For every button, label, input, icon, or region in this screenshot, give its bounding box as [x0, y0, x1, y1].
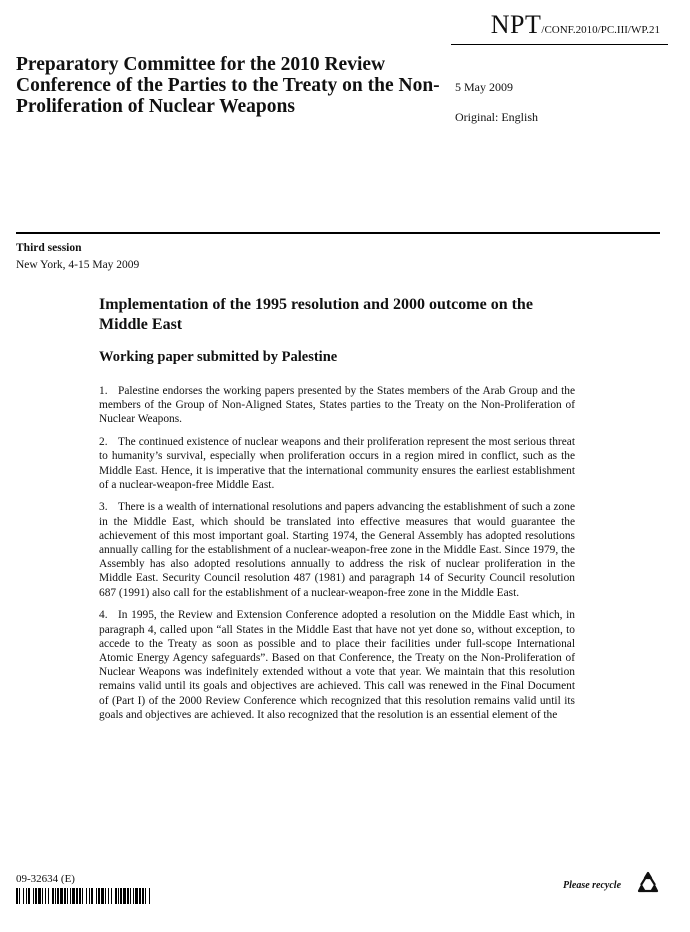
paragraph-text: Palestine endorses the working papers presented by the States members of the Arab Group and the members of the Group of Non-Aligned States, States parties to the Treaty on the Non-Proliferation of Nuclear Weapons. — [99, 385, 575, 426]
symbol-main: NPT — [490, 10, 542, 39]
paragraph-text: In 1995, the Review and Extension Conference adopted a resolution on the Middle East which, in paragraph 4, called upon “all States in the Middle East that have not yet done so, without exception, to accede to the Treaty as soon as possible and to place their facilities under full-scope International Atomic Energy Agency safeguards”. Based on that Conference, the Treaty on the Non-Proliferation of Nuclear Weapons was indefinitely extended without a vote that year. We maintain that this resolution remains valid until its goals and objectives are achieved. This call was renewed in the Final Document of (Part I) of the 2000 Review Conference which recognized that this resolution remains valid until its goals and objectives are achieved. It also recognized that the resolution is an essential element of the — [99, 609, 575, 721]
recycle-label: Please recycle — [563, 880, 622, 891]
barcode-icon — [16, 888, 150, 904]
document-subtitle: Working paper submitted by Palestine — [99, 349, 338, 365]
recycle-icon — [636, 871, 660, 895]
document-date: 5 May 2009 — [455, 80, 513, 94]
paragraph-number: 3. — [99, 501, 108, 514]
symbol-rest: /CONF.2010/PC.III/WP.21 — [541, 24, 660, 36]
paragraph-number: 2. — [99, 436, 108, 449]
document-symbol — [491, 10, 660, 40]
paragraph — [99, 384, 575, 427]
paragraph-text: The continued existence of nuclear weapons and their proliferation represent the most serious threat to humanity’s survival, especially when proliferation occurs in a region mired in conflict, such as the Middle East. Hence, it is imperative that the international community ensures the earliest establishment of a nuclear-weapon-free Middle East. — [99, 436, 575, 491]
paragraph-text: There is a wealth of international resolutions and papers advancing the establishment of such a zone in the Middle East, which should be translated into effective measures that would guarantee the achievement of this most important goal. Starting 1974, the General Assembly has adopted resolutions annually calling for the establishment of a nuclear-weapon-free zone in the Middle East. Since 1979, the Assembly has also adopted resolutions annually to address the risk of nuclear proliferation in the Middle East. Security Council resolution 487 (1981) and paragraph 14 of Security Council resolution 687 (1991) also call for the establishment of a nuclear-weapon-free zone in the Middle East. — [99, 501, 575, 599]
paragraph-number: 4. — [99, 609, 108, 622]
paragraph — [99, 500, 575, 599]
paragraph — [99, 435, 575, 492]
paragraph — [99, 608, 575, 722]
session-place: New York, 4-15 May 2009 — [16, 259, 140, 271]
original-language: Original: English — [455, 110, 538, 124]
header-rule-bottom — [16, 232, 660, 234]
session-name: Third session — [16, 242, 82, 254]
job-number: 09-32634 (E) — [16, 873, 75, 885]
document-title: Implementation of the 1995 resolution and 2000 outcome on the Middle East — [99, 296, 533, 333]
committee-title: Preparatory Committee for the 2010 Review Conference of the Parties to the Treaty on the Non-Proliferation of Nuclear Weapons — [16, 54, 440, 117]
header-rule-top — [451, 44, 668, 45]
document-body — [99, 384, 575, 730]
paragraph-number: 1. — [99, 385, 108, 397]
